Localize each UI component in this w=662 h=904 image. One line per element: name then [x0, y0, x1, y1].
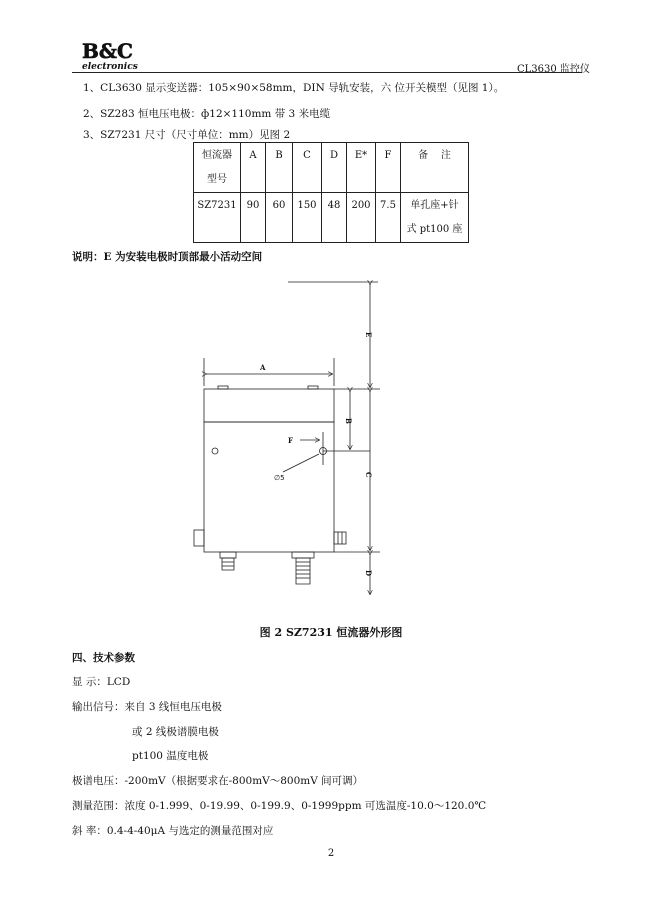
table-cell: 48	[322, 193, 347, 243]
item-2: 2、SZ283 恒电压电极：ф12×110mm 带 3 米电缆	[83, 108, 331, 120]
label-f: F	[288, 436, 293, 445]
housing-lid	[204, 389, 334, 422]
label-d: D	[364, 570, 373, 577]
mount-hole	[212, 448, 218, 454]
table-header-cell: D	[322, 143, 347, 193]
label-hole-diameter: ∅5	[274, 474, 285, 482]
table-header-row	[194, 143, 469, 193]
label-c: C	[364, 472, 373, 478]
section-title: 四、技术参数	[72, 652, 135, 664]
figure-caption: 图 2 SZ7231 恒流器外形图	[259, 626, 403, 639]
side-port-left	[194, 530, 204, 546]
cable-gland-body	[222, 558, 234, 570]
table-header-cell: E*	[347, 143, 376, 193]
table-header-cell: A	[241, 143, 266, 193]
item-3: 3、SZ7231 尺寸（尺寸单位：mm）见图 2	[83, 129, 291, 141]
header-divider	[72, 72, 582, 73]
cable-gland	[220, 552, 236, 558]
logo-subtitle: electronics	[82, 62, 138, 72]
param-voltage: 极谱电压：-200mV（根据要求在-800mV～800mV 间可调）	[72, 775, 364, 787]
table-cell: 60	[266, 193, 293, 243]
table-cell: 150	[293, 193, 322, 243]
dimension-table	[193, 142, 469, 243]
param-output: 输出信号：来自 3 线恒电压电极	[72, 701, 222, 713]
document-title: CL3630 监控仪	[517, 64, 590, 75]
outline-drawing	[180, 272, 410, 602]
param-range: 测量范围：浓度 0-1.999、0-19.99、0-199.9、0-1999ppm 可选温度-10.0～120.0℃	[72, 800, 487, 812]
top-terminal	[308, 386, 318, 389]
housing-body	[204, 422, 334, 552]
param-slope: 斜 率：0.4-4-40μA 与选定的测量范围对应	[72, 825, 274, 837]
hole-leader	[283, 454, 319, 472]
table-header-cell: 备 注	[401, 143, 469, 193]
logo-mark: B&C	[82, 40, 133, 63]
item-1: 1、CL3630 显示变送器：105×90×58mm，DIN 导轨安装，六 位开关模型（见图 1）。	[83, 82, 505, 94]
table-header-cell: F	[376, 143, 401, 193]
table-row	[194, 193, 469, 243]
param-output-cont: pt100 温度电极	[132, 750, 209, 762]
page-number: 2	[327, 848, 335, 859]
table-header-cell: 恒流器 型号	[194, 143, 241, 193]
side-port-right	[334, 532, 346, 544]
label-e: E	[364, 332, 373, 338]
table-cell: 单孔座+针 式 pt100 座	[401, 193, 469, 243]
top-terminal	[218, 386, 228, 389]
company-logo	[80, 40, 152, 72]
table-cell: 90	[241, 193, 266, 243]
table-header-cell: C	[293, 143, 322, 193]
table-cell: 200	[347, 193, 376, 243]
param-output-cont: 或 2 线极谱膜电极	[132, 726, 219, 738]
param-display: 显 示：LCD	[72, 676, 131, 688]
electrode-socket	[292, 552, 314, 558]
label-a: A	[260, 363, 266, 372]
note-text: 说明：E 为安装电极时顶部最小活动空间	[72, 251, 263, 263]
table-cell: 7.5	[376, 193, 401, 243]
table-cell: SZ7231	[194, 193, 241, 243]
table-header-cell: B	[266, 143, 293, 193]
label-b: B	[344, 418, 353, 424]
